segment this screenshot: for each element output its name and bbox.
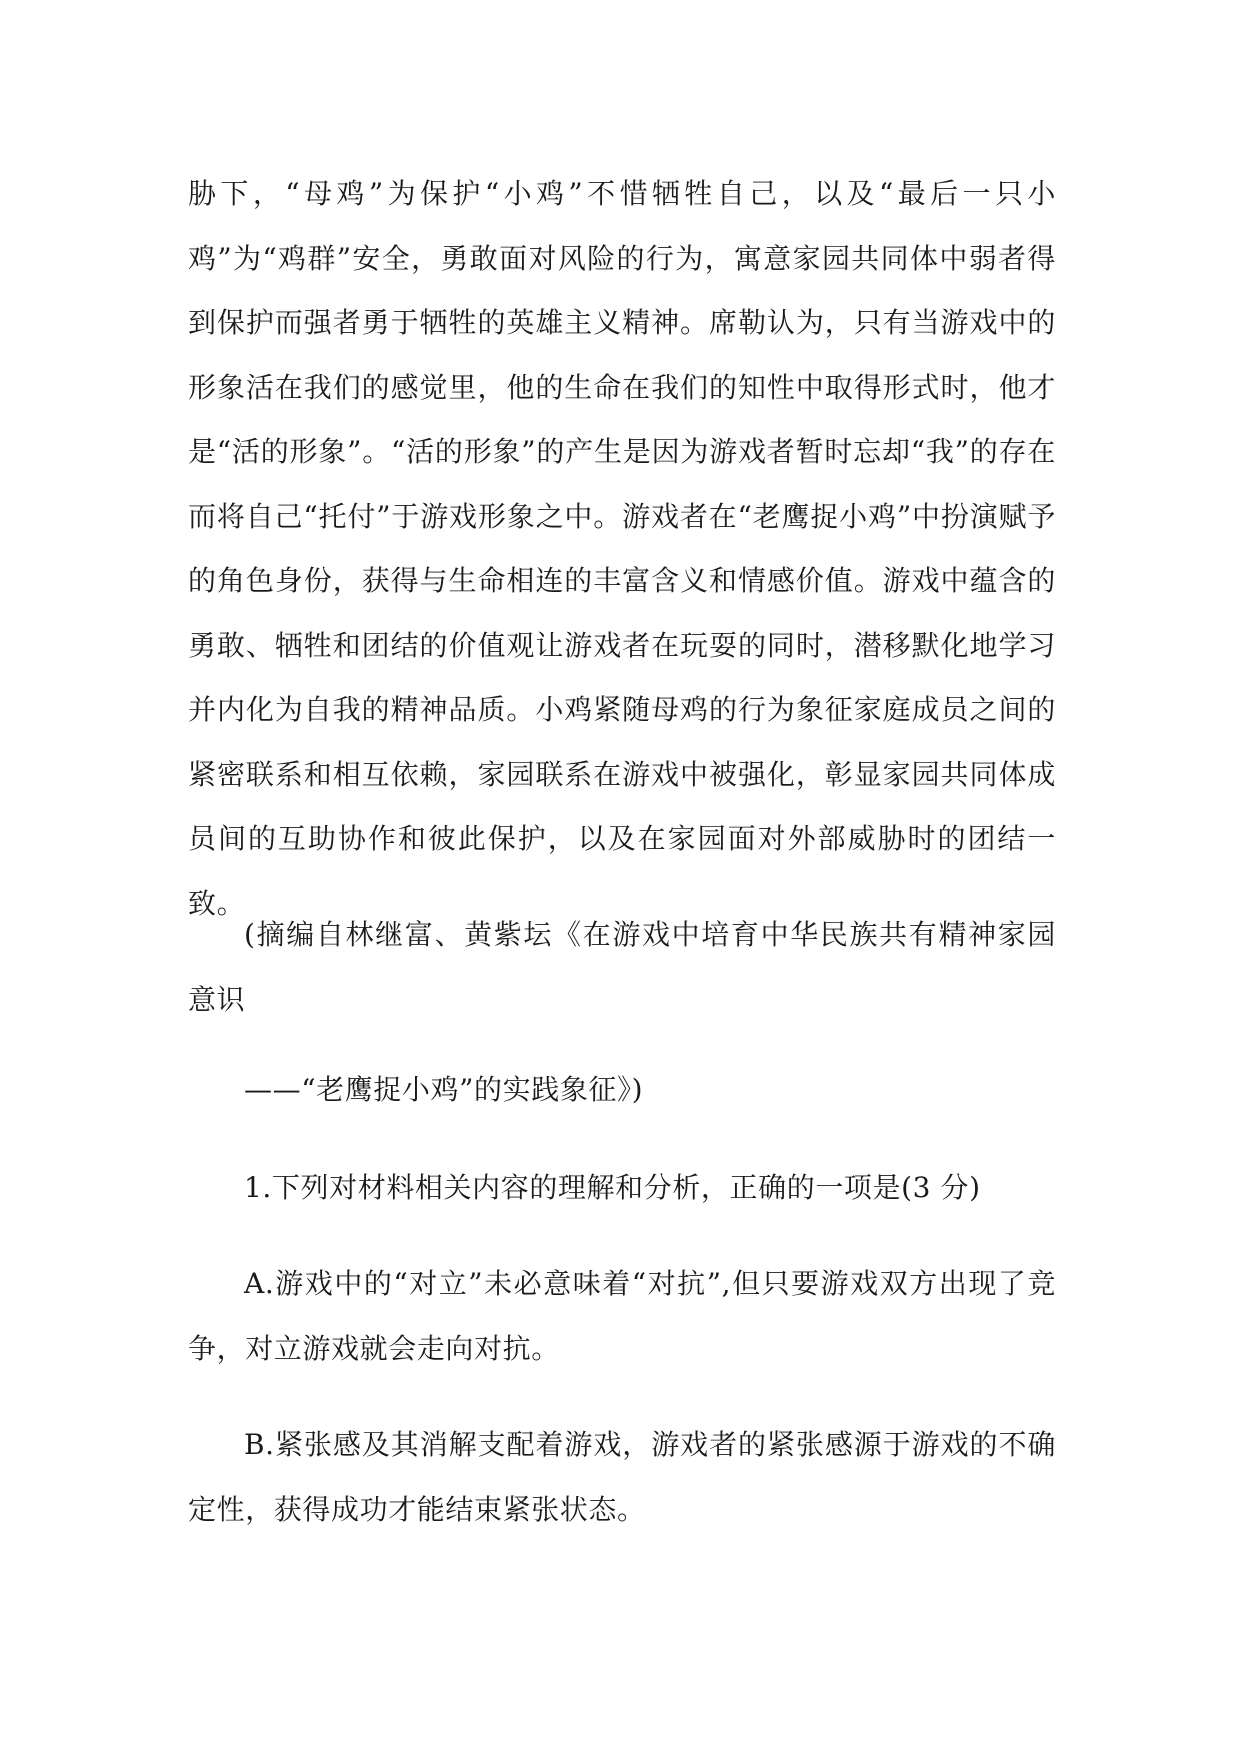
source-citation-continued: ——“老鹰捉小鸡”的实践象征》) (244, 1073, 644, 1106)
option-b: B.紧张感及其消解支配着游戏，游戏者的紧张感源于游戏的不确定性，获得成功才能结束紧张状态。 (188, 1428, 1056, 1526)
question-1-stem: 1.下列对材料相关内容的理解和分析，正确的一项是(3 分) (244, 1171, 981, 1204)
option-a: A.游戏中的“对立”未必意味着“对抗”,但只要游戏双方出现了竞争，对立游戏就会走向对抗。 (188, 1267, 1056, 1365)
passage-continuation: 胁下，“母鸡”为保护“小鸡”不惜牺牲自己，以及“最后一只小鸡”为“鸡群”安全，勇敢面对风险的行为，寓意家园共同体中弱者得到保护而强者勇于牺牲的英雄主义精神。席勒认为，只有当游戏中的形象活在我们的感觉里，他的生命在我们的知性中取得形式时，他才是“活的形象”。“活的形象”的产生是因为游戏者暂时忘却“我”的存在而将自己“托付”于游戏形象之中。游戏者在“老鹰捉小鸡”中扮演赋予的角色身份，获得与生命相连的丰富含义和情感价值。游戏中蕴含的勇敢、牺牲和团结的价值观让游戏者在玩耍的同时，潜移默化地学习并内化为自我的精神品质。小鸡紧随母鸡的行为象征家庭成员之间的紧密联系和相互依赖，家园联系在游戏中被强化，彰显家园共同体成员间的互助协作和彼此保护，以及在家园面对外部威胁时的团结一致。 (188, 177, 1056, 920)
source-citation: (摘编自林继富、黄紫坛《在游戏中培育中华民族共有精神家园意识 (188, 918, 1056, 1016)
